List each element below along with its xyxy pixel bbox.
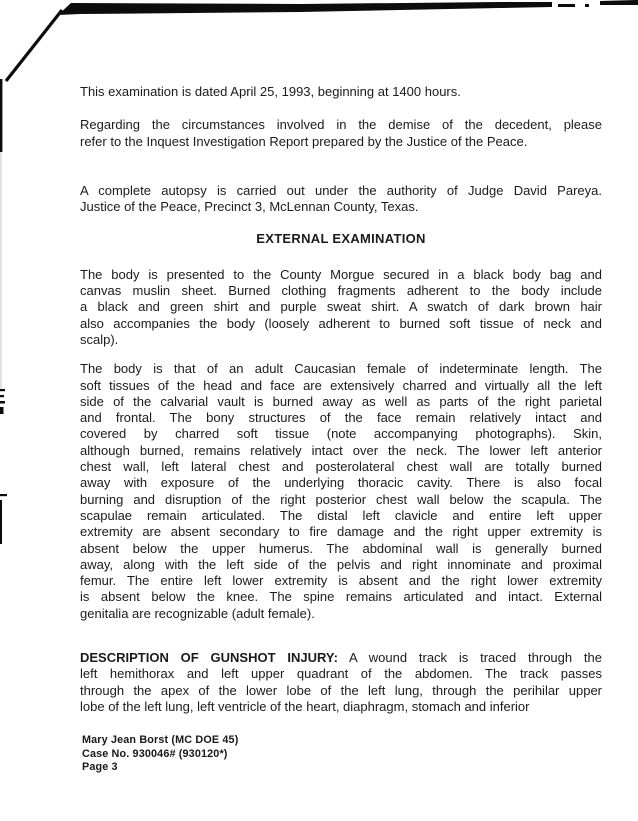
text-line: Regarding the circumstances involved in the demise of the decedent, please — [80, 117, 602, 133]
text-line: absent below the upper humerus. The abdominal wall is generally burned — [80, 540, 602, 556]
text-line: The body is that of an adult Caucasian female of indeterminate length. The — [80, 361, 602, 377]
text-line: A complete autopsy is carried out under the authority of Judge David Pareya. — [80, 182, 602, 198]
left-edge-bar-2 — [0, 500, 2, 544]
top-edge-scan-dash — [558, 4, 575, 7]
page-footer — [82, 734, 238, 775]
text-line: The body is presented to the County Morgue secured in a black body bag and — [80, 266, 602, 282]
text-line: although burned, remains relatively intact over the neck. The lower left anterior — [80, 442, 602, 458]
text-line: left hemithorax and left upper quadrant of the abdomen. The track passes — [80, 666, 602, 682]
text-line: refer to the Inquest Investigation Report prepared by the Justice of the Peace. — [80, 133, 528, 149]
text-line: burning and disruption of the right posterior chest wall below the scapula. The — [80, 491, 602, 507]
top-edge-scan-dot — [585, 4, 589, 7]
text-line: away with exposure of the underlying thoracic cavity. There is also focal — [80, 475, 602, 491]
text-line: side of the calvarial vault is burned away as well as parts of the right parietal — [80, 393, 602, 409]
paragraph-lead-bold: DESCRIPTION OF GUNSHOT INJURY: — [80, 650, 338, 666]
text-line: genitalia are recognizable (adult female). — [80, 605, 315, 621]
document-body — [80, 84, 602, 715]
paragraph — [80, 361, 602, 622]
external-examination-section — [80, 267, 602, 622]
footer-page-number: Page 3 — [82, 761, 118, 774]
text-line: DESCRIPTION OF GUNSHOT INJURY: A wound track is traced through the — [80, 650, 602, 666]
text-line: scalp). — [80, 331, 119, 347]
page-corner-diagonal-line — [6, 10, 62, 81]
text-line: Justice of the Peace, Precinct 3, McLennan County, Texas. — [80, 199, 419, 215]
text-line: canvas muslin sheet. Burned clothing fragments adherent to the body include — [80, 283, 602, 299]
gunshot-injury-section — [80, 650, 602, 715]
left-edge-dash-4 — [0, 407, 4, 414]
text-line: and frontal. The bony structures of the face remain relatively intact and — [80, 410, 602, 426]
left-edge-faint-line — [0, 152, 1, 390]
footer-decedent-name: Mary Jean Borst (MC DOE 45) — [82, 734, 239, 746]
text-line: through the apex of the lower lobe of the left lung, through the perihilar upper — [80, 682, 602, 698]
text-line: is absent below the knee. The spine remains articulated and intact. External — [80, 589, 602, 605]
text-line: lobe of the left lung, left ventricle of the heart, diaphragm, stomach and inferior — [80, 698, 530, 714]
text-line: a black and green shirt and purple sweat shirt. A swatch of dark brown hair — [80, 299, 602, 315]
text-line: This examination is dated April 25, 1993, beginning at 1400 hours. — [80, 84, 461, 99]
left-edge-dash-2 — [0, 395, 4, 397]
left-edge-dash-1 — [0, 389, 5, 391]
top-edge-scan-line — [58, 2, 552, 15]
paragraph — [80, 267, 602, 348]
section-heading: EXTERNAL EXAMINATION — [256, 231, 426, 247]
text-line: soft tissues of the head and face are extensively charred and virtually all the left — [80, 377, 602, 393]
text-line: extremity are absent secondary to fire damage and the right upper extremity is — [80, 524, 602, 540]
footer-case-number: Case No. 930046# (930120*) — [82, 747, 228, 760]
text-line: scapulae remain articulated. The distal left clavicle and entire left upper — [80, 507, 602, 523]
text-line: chest wall, left lateral chest and posterolateral chest wall are totally burned — [80, 459, 602, 475]
paragraph — [80, 84, 602, 100]
left-edge-dash-3 — [0, 401, 5, 404]
text-line: covered by charred soft tissue (note accompanying photographs). Skin, — [80, 426, 602, 442]
left-edge-tick — [0, 494, 7, 496]
text-line: femur. The entire left lower extremity is absent and the right lower extremity — [80, 573, 602, 589]
paragraph — [80, 117, 602, 150]
text-line: also accompanies the body (loosely adherent to burned soft tissue of neck and — [80, 315, 602, 331]
text-line: away, along with the left side of the pelvis and right innominate and proximal — [80, 556, 602, 572]
top-edge-scan-line-right — [600, 0, 638, 5]
paragraph — [80, 650, 602, 715]
left-edge-bar — [0, 79, 2, 152]
intro-section — [80, 84, 602, 215]
paragraph — [80, 183, 602, 216]
